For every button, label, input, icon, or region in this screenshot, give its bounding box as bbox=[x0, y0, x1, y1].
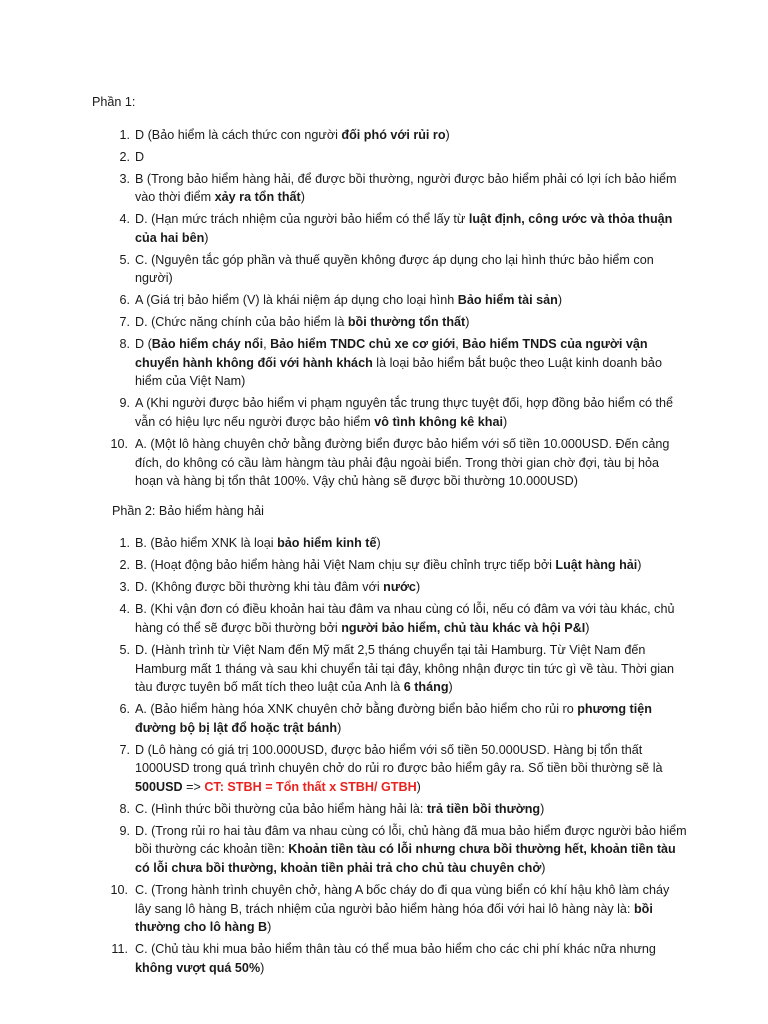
bold-answer-text: trả tiền bồi thường bbox=[426, 801, 541, 816]
answer-text: ) bbox=[465, 315, 470, 330]
answer-text: ) bbox=[337, 720, 342, 735]
answer-text: D. (Hạn mức trách nhiệm của người bảo hiểm có thể lấy từ bbox=[135, 212, 469, 227]
list-number: 9. bbox=[119, 396, 130, 411]
list-number: 3. bbox=[119, 171, 130, 186]
answer-text: A (Giá trị bảo hiểm (V) là khái niệm áp dụng cho loại hình bbox=[135, 293, 458, 308]
list-number: 6. bbox=[119, 702, 130, 717]
list-number: 5. bbox=[119, 642, 130, 657]
answer-text: D. (Hành trình từ Việt Nam đến Mỹ mất 2,5 tháng chuyển tại tải Hamburg. Từ Việt Nam đến Hamburg mất 1 tháng và sau khi chuyển tải tại đây, không nhận được tin tức gì về tàu. Thời gian tàu được tuyên bố mất tích theo luật của Anh là bbox=[135, 642, 675, 695]
answer-text: A. (Bảo hiểm hàng hóa XNK chuyên chở bằng đường biển bảo hiểm cho rủi ro bbox=[135, 702, 578, 717]
part1-answer-item bbox=[92, 251, 688, 288]
list-number: 2. bbox=[119, 558, 130, 573]
list-number: 7. bbox=[119, 742, 130, 757]
list-number: 10. bbox=[110, 883, 128, 897]
bold-answer-text: bồi thường cho lô hàng B bbox=[135, 901, 653, 935]
bold-answer-text: bảo hiểm kinh tế bbox=[277, 536, 377, 551]
answer-text: A (Khi người được bảo hiểm vi phạm nguyên tắc trung thực tuyệt đối, hợp đồng bảo hiểm có thể vẫn có hiệu lực nếu người được bảo hiểm bbox=[135, 396, 674, 430]
list-number: 8. bbox=[119, 801, 130, 816]
bold-answer-text: phương tiện đường bộ bị lật đổ hoặc trật bánh bbox=[135, 702, 652, 735]
answer-text: A. (Một lô hàng chuyên chở bằng đường biển được bảo hiểm với số tiền 10.000USD. Đến cảng đích, do không có cầu làm hàngm tàu phải đậu ngoài biển. Trong thời gian chờ đợi, tàu bị hỏa hoạn và hàng bị tổn thât 100%. Vậy chủ hàng sẽ được bồi thường 10.000USD) bbox=[135, 437, 670, 489]
answer-text: ) bbox=[267, 920, 272, 935]
answer-text: D. (Chức năng chính của bảo hiểm là bbox=[135, 315, 348, 330]
answer-text: C. (Hình thức bồi thường của bảo hiểm hàng hải là: bbox=[135, 801, 427, 816]
answer-text: ) bbox=[445, 127, 450, 142]
answer-text: B. (Khi vận đơn có điều khoản hai tàu đâm va nhau cùng có lỗi, nếu có đâm va với tàu khác, chủ hàng có thể sẽ được bồi thường bởi bbox=[135, 602, 675, 635]
list-number: 11. bbox=[111, 942, 128, 957]
list-number: 4. bbox=[119, 212, 130, 227]
answer-text: ) bbox=[540, 801, 545, 816]
answer-text: ) bbox=[503, 415, 508, 430]
answer-text: ) bbox=[415, 580, 421, 595]
part1-answer-item bbox=[92, 126, 688, 145]
list-number: 4. bbox=[119, 602, 130, 617]
list-number: 5. bbox=[119, 252, 130, 267]
part2-answer-item bbox=[92, 556, 688, 575]
answer-text: ) bbox=[300, 190, 305, 205]
answer-text: B. (Bảo hiểm XNK là loại bbox=[135, 536, 278, 551]
answer-text: ) bbox=[260, 960, 265, 975]
list-number: 10. bbox=[110, 437, 128, 452]
answer-text: ) bbox=[557, 293, 563, 308]
part2-answer-item bbox=[92, 800, 688, 819]
part1-answer-item bbox=[92, 291, 688, 310]
part2-answer-item bbox=[92, 641, 688, 697]
part2-answer-item bbox=[92, 578, 688, 597]
bold-answer-text: 6 tháng bbox=[403, 680, 449, 695]
bold-answer-text: vô tình không kê khai bbox=[374, 415, 504, 430]
bold-answer-text: Bảo hiểm tài sản bbox=[457, 293, 558, 308]
bold-answer-text: Luật hàng hải bbox=[555, 558, 638, 573]
answer-text: ) bbox=[448, 680, 453, 695]
formula-text: CT: STBH = Tổn thất x STBH/ GTBH bbox=[204, 779, 417, 794]
answer-text: ) bbox=[637, 558, 642, 573]
part1-answer-item bbox=[92, 435, 688, 491]
answer-text: C. (Trong hành trình chuyên chở, hàng A bốc cháy do đi qua vùng biển có khí hậu khô làm cháy lây sang lô hàng B, trách nhiệm của người bảo hiểm hàng hóa đối với hai lô hàng này là: bbox=[135, 883, 670, 916]
answer-text: ) bbox=[416, 779, 421, 794]
part1-answer-list bbox=[92, 126, 688, 491]
bold-answer-text: Bảo hiểm TNDS của người vận chuyển hành không đối với hành khách bbox=[135, 337, 648, 370]
answer-text: D bbox=[135, 149, 145, 164]
part1-answer-item bbox=[92, 313, 688, 332]
answer-text: ) bbox=[376, 536, 381, 551]
part1-answer-item bbox=[92, 170, 688, 207]
part2-answer-item bbox=[92, 741, 688, 797]
answer-text: D ( bbox=[135, 337, 152, 352]
bold-answer-text: xảy ra tổn thất bbox=[214, 190, 301, 205]
answer-text: B (Trong bảo hiểm hàng hải, để được bồi thường, người được bảo hiểm phải có lợi ích bảo hiểm vào thời điểm bbox=[135, 171, 677, 205]
answer-text: , bbox=[455, 337, 463, 352]
answer-text: ) bbox=[204, 230, 209, 245]
part2-answer-item bbox=[92, 940, 688, 977]
part2-answer-item bbox=[92, 534, 688, 553]
answer-text: D (Bảo hiểm là cách thức con người bbox=[135, 127, 342, 142]
bold-answer-text: Khoản tiền tàu có lỗi nhưng chưa bồi thường hết, khoản tiền tàu có lỗi chưa bồi thường, khoản tiền phải trả cho chủ tàu chuyên chở bbox=[135, 842, 676, 876]
answer-text: , bbox=[263, 337, 271, 352]
answer-text: D. (Không được bồi thường khi tàu đâm với bbox=[135, 580, 384, 595]
answer-text: B. (Hoạt động bảo hiểm hàng hải Việt Nam chịu sự điều chỉnh trực tiếp bởi bbox=[135, 558, 556, 573]
bold-answer-text: nước bbox=[383, 580, 416, 595]
part1-title: Phần 1: bbox=[92, 95, 136, 109]
part2-answer-item bbox=[92, 881, 688, 937]
part2-answer-item bbox=[92, 600, 688, 637]
answer-text: D (Lô hàng có giá trị 100.000USD, được bảo hiểm với số tiền 50.000USD. Hàng bị tổn thất 1000USD trong quá trình chuyên chở do rủi ro được bảo hiểm gây ra. Số tiền bồi thường sẽ là bbox=[135, 742, 663, 776]
bold-answer-text: Bảo hiểm TNDC chủ xe cơ giới bbox=[270, 337, 456, 352]
bold-answer-text: Bảo hiểm cháy nổi bbox=[151, 337, 264, 352]
part1-answer-item bbox=[92, 394, 688, 431]
answer-text: C. (Chủ tàu khi mua bảo hiểm thân tàu có thể mua bảo hiểm cho các chi phí khác nữa nhưng bbox=[135, 942, 656, 957]
part2-answer-item bbox=[92, 822, 688, 878]
answer-text: D. (Trong rủi ro hai tàu đâm va nhau cùng có lỗi, chủ hàng đã mua bảo hiểm được người bảo hiểm bồi thường các khoản tiền: bbox=[135, 823, 687, 857]
list-number: 7. bbox=[119, 315, 130, 330]
bold-answer-text: người bảo hiểm, chủ tàu khác và hội P&I bbox=[341, 620, 586, 635]
answer-text: ) bbox=[585, 620, 590, 635]
list-number: 3. bbox=[119, 580, 130, 595]
answer-text: ) bbox=[541, 861, 546, 876]
list-number: 1. bbox=[119, 536, 130, 551]
list-number: 8. bbox=[119, 337, 130, 352]
list-number: 2. bbox=[119, 149, 130, 164]
list-number: 6. bbox=[119, 293, 130, 308]
bold-answer-text: luật định, công ước và thỏa thuận của hai bên bbox=[135, 212, 673, 245]
part2-title: Phần 2: Bảo hiểm hàng hải bbox=[112, 503, 264, 518]
part1-answer-item bbox=[92, 148, 688, 167]
bold-answer-text: không vượt quá 50% bbox=[135, 960, 261, 975]
part1-answer-item bbox=[92, 335, 688, 391]
list-number: 9. bbox=[119, 823, 130, 838]
bold-answer-text: bồi thường tổn thất bbox=[347, 315, 466, 330]
bold-answer-text: 500USD bbox=[135, 779, 183, 794]
list-number: 1. bbox=[119, 127, 130, 142]
answer-text: => bbox=[182, 779, 205, 794]
part2-answer-item bbox=[92, 700, 688, 737]
answer-text: C. (Nguyên tắc góp phần và thuế quyền không được áp dụng cho lại hình thức bảo hiểm con người) bbox=[135, 252, 654, 286]
part2-answer-list bbox=[92, 534, 688, 977]
answer-text: là loại bảo hiểm bắt buộc theo Luật kinh doanh bảo hiểm của Việt Nam) bbox=[135, 355, 662, 389]
bold-answer-text: đối phó với rủi ro bbox=[341, 127, 446, 142]
part1-answer-item bbox=[92, 210, 688, 247]
